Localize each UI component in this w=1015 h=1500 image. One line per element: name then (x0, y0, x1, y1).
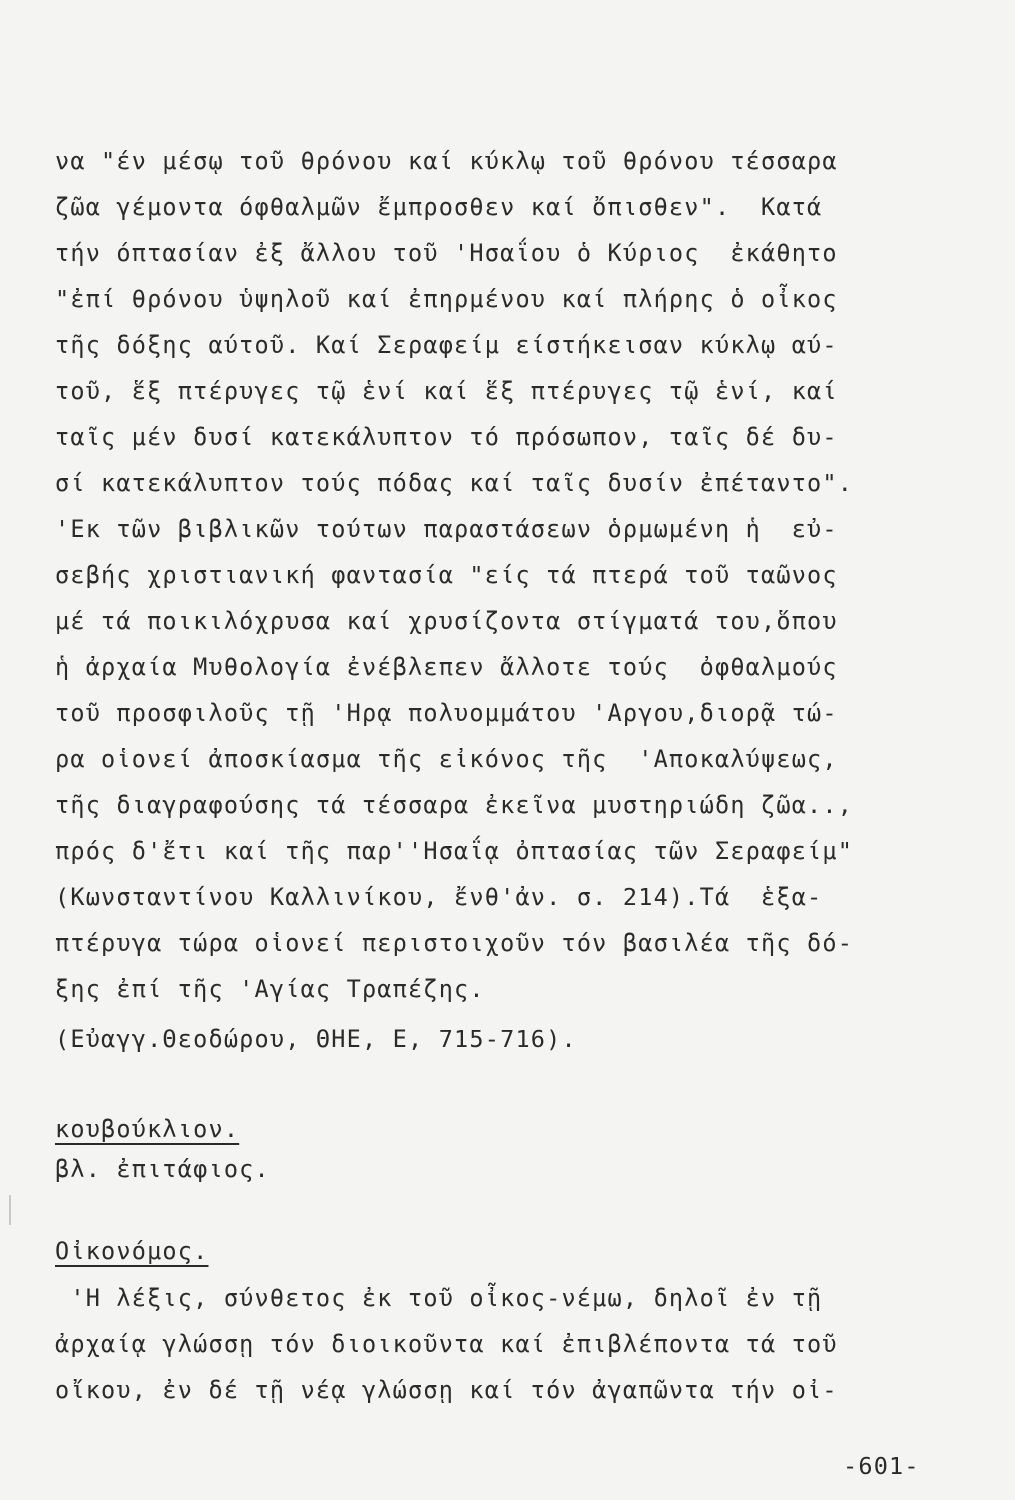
entry-text-oikonomos-line: οἴκου, ἐν δέ τῇ νέᾳ γλώσσῃ καί τόν ἀγαπῶντα τήν οἰ- (55, 1376, 838, 1404)
body-line: 'Εκ τῶν βιβλικῶν τούτων παραστάσεων ὁρμωμένη ἡ εὐ- (55, 515, 838, 543)
body-line: σί κατεκάλυπτον τούς πόδας καί ταῖς δυσίν ἐπέταντο". (55, 469, 854, 497)
entry-text-oikonomos-line: 'Η λέξις, σύνθετος ἐκ τοῦ οἶκος-νέμω, δηλοῖ ἐν τῇ (55, 1284, 823, 1312)
entry-text-oikonomos-line: ἀρχαίᾳ γλώσσῃ τόν διοικοῦντα καί ἐπιβλέποντα τά τοῦ (55, 1330, 838, 1358)
body-line: τοῦ προσφιλοῦς τῇ 'Ηρᾳ πολυομμάτου 'Αργου,διορᾷ τώ- (55, 699, 838, 727)
citation: (Εὐαγγ.Θεοδώρου, ΘΗΕ, Ε, 715-716). (55, 1025, 577, 1053)
body-line: ἡ ἀρχαία Μυθολογία ἐνέβλεπεν ἄλλοτε τούς ὀφθαλμούς (55, 653, 838, 681)
body-line: τοῦ, ἕξ πτέρυγες τῷ ἑνί καί ἕξ πτέρυγες τῷ ἑνί, καί (55, 377, 838, 405)
entry-heading-oikonomos: Οἰκονόμος. (55, 1237, 209, 1265)
body-line: "ἐπί θρόνου ὑψηλοῦ καί ἐπηρμένου καί πλήρης ὁ οἶκος (55, 285, 838, 313)
body-line: μέ τά ποικιλόχρυσα καί χρυσίζοντα στίγματά του,ὅπου (55, 607, 838, 635)
entry-text-koubouklion: βλ. ἐπιτάφιος. (55, 1155, 270, 1183)
body-line: σεβής χριστιανική φαντασία "είς τά πτερά τοῦ ταῶνος (55, 561, 838, 589)
body-line: πτέρυγα τώρα οἱονεί περιστοιχοῦν τόν βασιλέα τῆς δό- (55, 929, 854, 957)
body-line: ταῖς μέν δυσί κατεκάλυπτον τό πρόσωπον, ταῖς δέ δυ- (55, 423, 838, 451)
body-line: πρός δ'ἔτι καί τῆς παρ''Ησαΐᾳ ὀπτασίας τῶν Σεραφείμ" (55, 837, 854, 865)
scan-edge-mark (9, 1195, 11, 1225)
body-line: ζῶα γέμοντα όφθαλμῶν ἔμπροσθεν καί ὄπισθεν". Κατά (55, 193, 823, 221)
body-line: τῆς δόξης αύτοῦ. Καί Σεραφείμ είστήκεισαν κύκλῳ αύ- (55, 331, 838, 359)
body-line: (Κωνσταντίνου Καλλινίκου, ἔνθ'ἀν. σ. 214).Τά ἑξα- (55, 883, 823, 911)
entry-heading-koubouklion: κουβούκλιον. (55, 1115, 240, 1143)
body-line: ρα οἱονεί ἀποσκίασμα τῆς εἰκόνος τῆς 'Αποκαλύψεως, (55, 745, 838, 773)
page-number: -601- (843, 1452, 920, 1480)
body-line: τῆς διαγραφούσης τά τέσσαρα ἐκεῖνα μυστηριώδη ζῶα.., (55, 791, 854, 819)
body-line: τήν όπτασίαν ἐξ ἄλλου τοῦ 'Ησαΐου ὁ Κύριος ἐκάθητο (55, 239, 838, 267)
body-line: να "έν μέσῳ τοῦ θρόνου καί κύκλῳ τοῦ θρόνου τέσσαρα (55, 147, 838, 175)
body-line: ξης ἐπί τῆς 'Αγίας Τραπέζης. (55, 975, 485, 1003)
